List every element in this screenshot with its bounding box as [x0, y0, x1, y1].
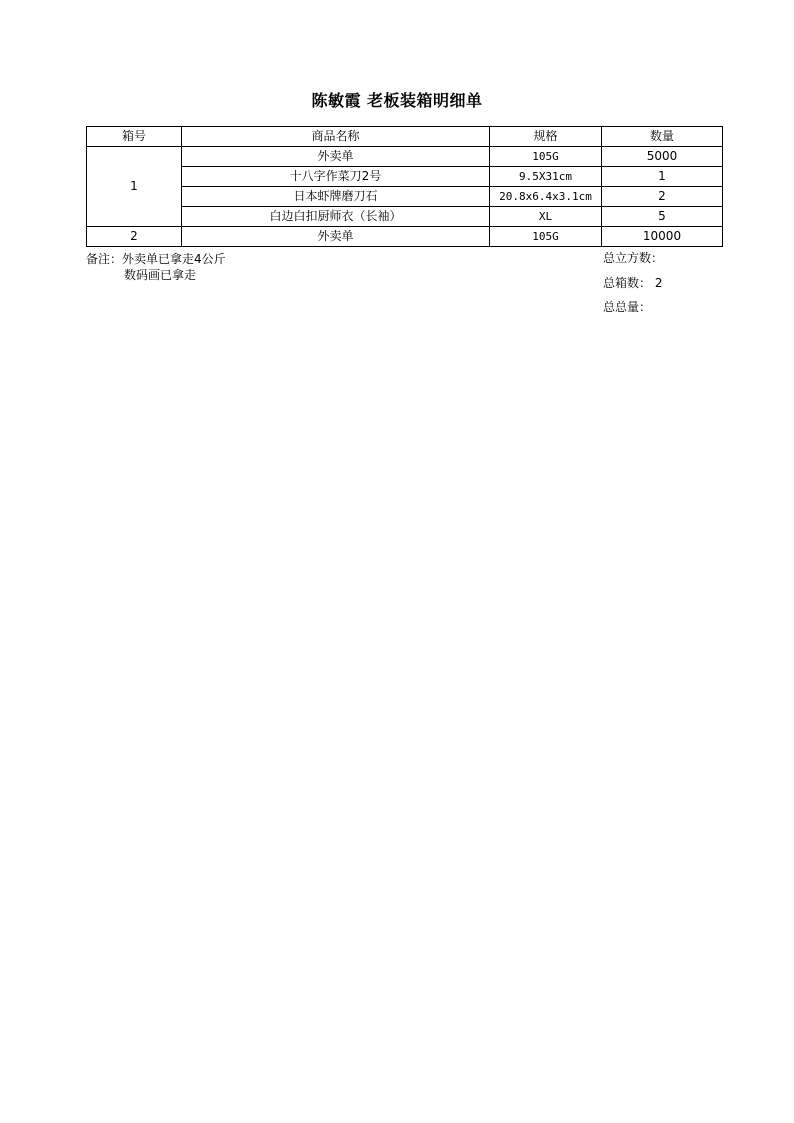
total-boxes-label: 总箱数： 2 — [603, 276, 663, 290]
table-row — [87, 187, 723, 207]
remark-line: 外卖单已拿走4公斤 — [122, 252, 226, 266]
header-spec: 规格 — [490, 127, 602, 147]
total-volume-label: 总立方数： — [603, 251, 664, 265]
header-product-name: 商品名称 — [182, 127, 490, 147]
remark-line: 数码画已拿走 — [124, 268, 197, 282]
spec-cell: XL — [490, 207, 602, 227]
spec-cell: 105G — [490, 147, 602, 167]
table-row — [87, 167, 723, 187]
header-quantity: 数量 — [602, 127, 723, 147]
product-name-cell: 外卖单 — [182, 227, 490, 247]
document-title: 陈敏霞 老板装箱明细单 — [311, 91, 483, 110]
box-no-cell: 1 — [87, 147, 182, 227]
box-no-cell: 2 — [87, 227, 182, 247]
quantity-cell: 1 — [602, 167, 723, 187]
product-name-cell: 十八字作菜刀2号 — [182, 167, 490, 187]
product-name-cell: 外卖单 — [182, 147, 490, 167]
spec-cell: 9.5X31cm — [490, 167, 602, 187]
table-header-row — [87, 127, 723, 147]
remarks-block — [86, 251, 226, 283]
table-row — [87, 227, 723, 247]
header-box-no: 箱号 — [87, 127, 182, 147]
table-row — [87, 147, 723, 167]
remarks-label: 备注： — [86, 252, 123, 266]
spec-cell: 20.8x6.4x3.1cm — [490, 187, 602, 207]
packing-detail-table — [86, 126, 723, 247]
quantity-cell: 10000 — [602, 227, 723, 247]
quantity-cell: 5 — [602, 207, 723, 227]
spec-cell: 105G — [490, 227, 602, 247]
quantity-cell: 2 — [602, 187, 723, 207]
product-name-cell: 白边白扣厨师衣（长袖） — [182, 207, 490, 227]
product-name-cell: 日本虾牌磨刀石 — [182, 187, 490, 207]
table-row — [87, 207, 723, 227]
total-weight-label: 总总量： — [603, 300, 652, 314]
quantity-cell: 5000 — [602, 147, 723, 167]
